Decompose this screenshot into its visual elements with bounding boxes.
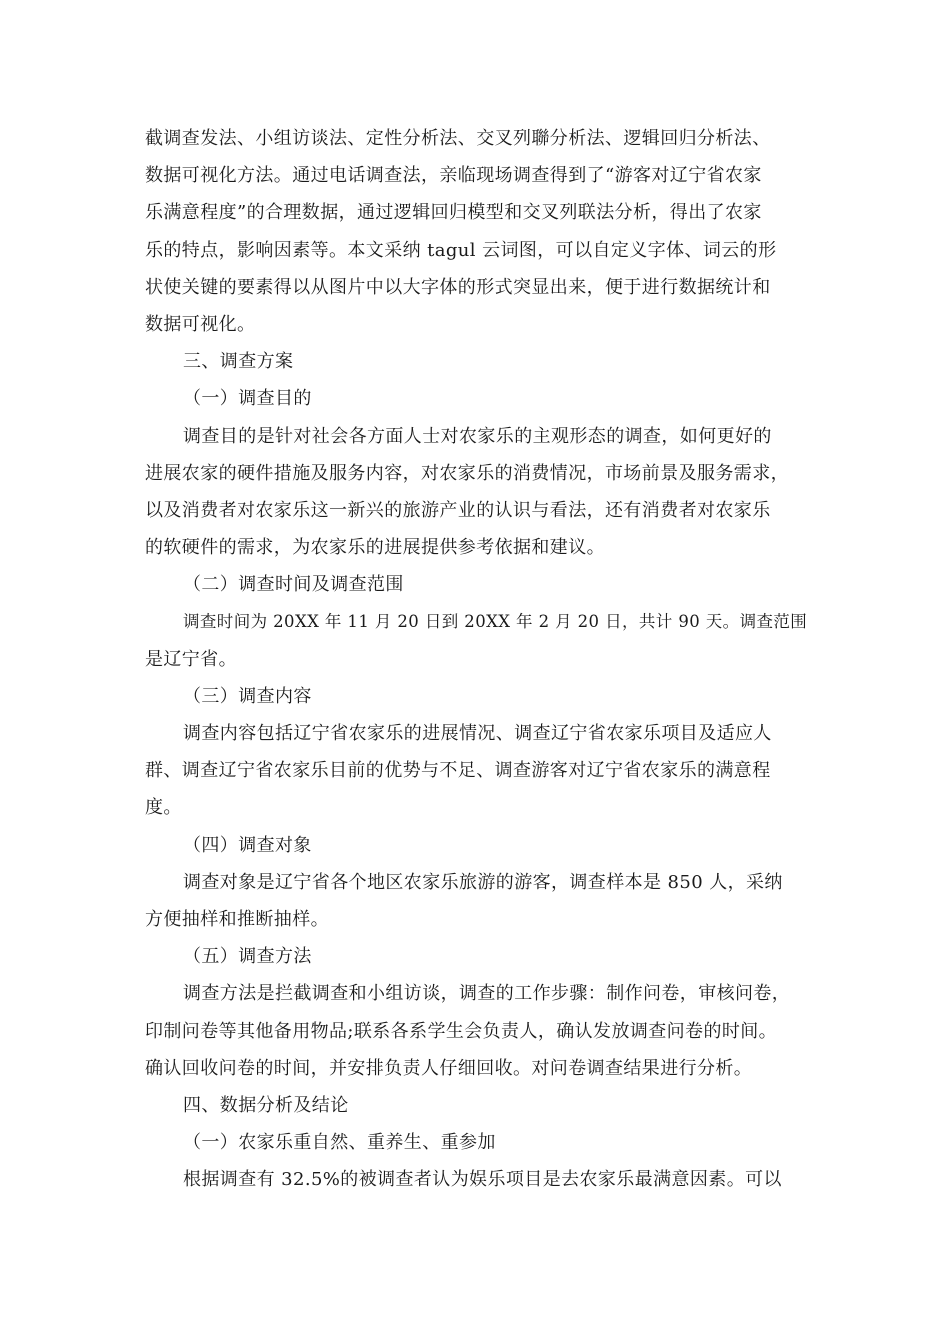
text-line: 数据可视化。 [145, 313, 256, 335]
subsection-heading-time-scope: （二）调查时间及调查范围 [183, 574, 404, 596]
text-line: 数据可视化方法。通过电话调查法，亲临现场调查得到了“游客对辽宁省农家 [145, 165, 762, 187]
text-line: 截调查发法、小组访谈法、定性分析法、交叉列聯分析法、逻辑回归分析法、 [145, 128, 771, 149]
text-line: 度。 [145, 797, 182, 819]
subsection-heading-purpose: （一）调查目的 [183, 388, 312, 410]
text-line: 调查方法是拦截调查和小组访谈，调查的工作步骤：制作问卷，审核问卷， [183, 983, 791, 1005]
subsection-heading-content: （三）调查内容 [183, 685, 312, 707]
text-line: 调查时间为 20XX 年 11 月 20 日到 20XX 年 2 月 20 日，共计 90 天。调查范围 [183, 612, 808, 632]
text-line: 是辽宁省。 [145, 648, 237, 670]
section-heading-analysis: 四、数据分析及结论 [183, 1094, 349, 1116]
text-line: 调查内容包括辽宁省农家乐的进展情况、调查辽宁省农家乐项目及适应人 [183, 723, 772, 744]
text-line: 群、调查辽宁省农家乐目前的优势与不足、调查游客对辽宁省农家乐的满意程 [145, 760, 771, 782]
text-line: 根据调查有 32.5%的被调查者认为娱乐项目是去农家乐最满意因素。可以 [183, 1169, 782, 1191]
text-line: 印制问卷等其他备用物品;联系各系学生会负责人，确认发放调查问卷的时间。 [145, 1020, 778, 1042]
section-heading-survey-plan: 三、调查方案 [183, 351, 294, 373]
text-line: 方便抽样和推断抽样。 [145, 908, 329, 930]
text-line: 乐的特点，影响因素等。本文采纳 tagul 云词图，可以自定义字体、词云的形 [145, 239, 777, 261]
text-line: 以及消费者对农家乐这一新兴的旅游产业的认识与看法，还有消费者对农家乐 [145, 499, 771, 521]
text-line: 乐满意程度”的合理数据，通过逻辑回归模型和交叉列联法分析，得出了农家 [145, 202, 762, 224]
text-line: 进展农家的硬件措施及服务内容，对农家乐的消费情况，市场前景及服务需求， [145, 462, 789, 484]
document-body [145, 120, 810, 1198]
text-line: 的软硬件的需求，为农家乐的进展提供参考依据和建议。 [145, 537, 605, 559]
text-line: 状使关键的要素得以从图片中以大字体的形式突显出来，便于进行数据统计和 [145, 276, 771, 298]
subsection-heading-methods: （五）调查方法 [183, 946, 312, 968]
text-line: 确认回收问卷的时间，并安排负责人仔细回收。对问卷调查结果进行分析。 [145, 1057, 753, 1079]
subsection-heading-subjects: （四）调查对象 [183, 834, 312, 856]
text-line: 调查目的是针对社会各方面人士对农家乐的主观形态的调查，如何更好的 [183, 425, 772, 447]
subsection-heading-nature-health: （一）农家乐重自然、重养生、重参加 [183, 1132, 496, 1154]
text-line: 调查对象是辽宁省各个地区农家乐旅游的游客，调查样本是 850 人，采纳 [183, 871, 783, 893]
